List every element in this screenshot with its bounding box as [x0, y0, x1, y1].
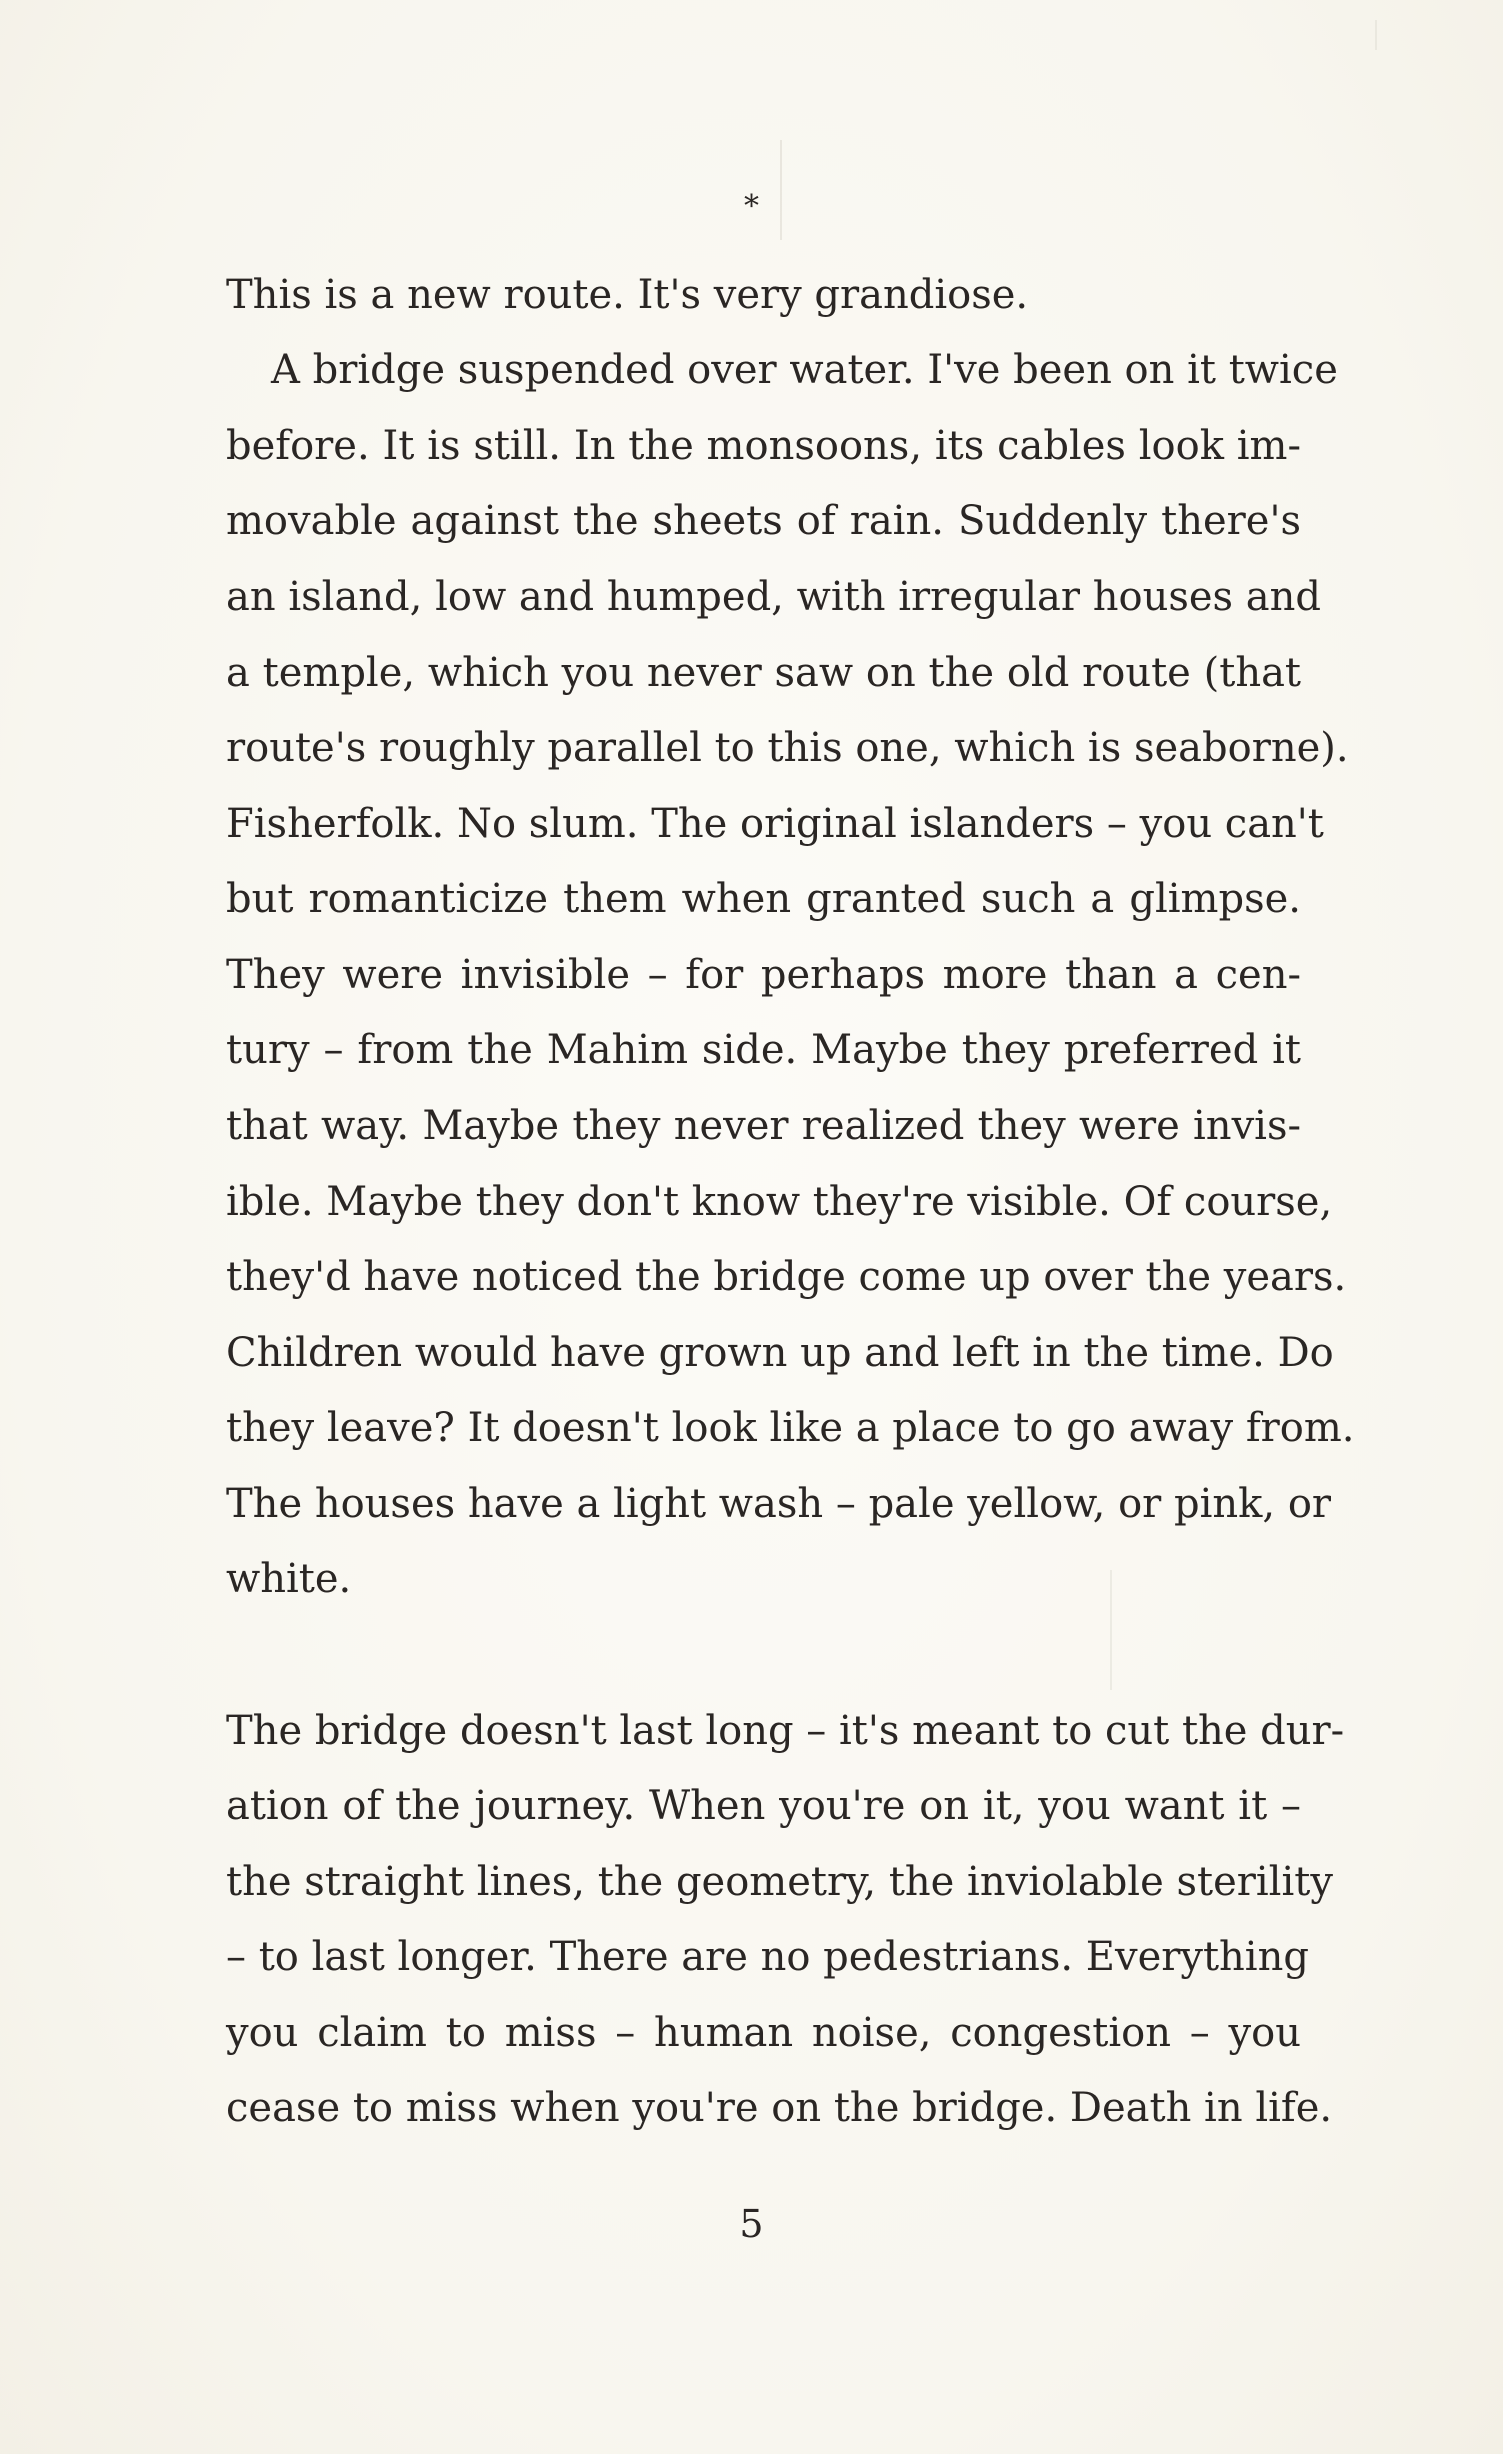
text-line: Fisherfolk. No slum. The original islanders – you can't — [226, 801, 1324, 847]
text-line: The bridge doesn't last long – it's meant to cut the dur- — [226, 1708, 1345, 1754]
text-line: before. It is still. In the monsoons, its cables look im- — [226, 423, 1301, 469]
text-line: Children would have grown up and left in the time. Do — [226, 1330, 1334, 1376]
scan-mark — [1110, 1570, 1112, 1690]
text-line: – to last longer. There are no pedestrians. Everything — [226, 1934, 1309, 1980]
text-line: that way. Maybe they never realized they were invis- — [226, 1103, 1301, 1149]
text-line: This is a new route. It's very grandiose. — [226, 272, 1029, 318]
text-line: a temple, which you never saw on the old route (that — [226, 650, 1301, 696]
section-break-asterisk: * — [744, 189, 759, 224]
text-line: cease to miss when you're on the bridge. Death in life. — [226, 2085, 1333, 2131]
text-line: an island, low and humped, with irregular houses and — [226, 574, 1321, 620]
text-line: the straight lines, the geometry, the inviolable sterility — [226, 1859, 1333, 1905]
text-line: The houses have a light wash – pale yellow, or pink, or — [226, 1481, 1332, 1527]
text-line: ation of the journey. When you're on it, you want it – — [226, 1783, 1301, 1829]
text-line: they leave? It doesn't look like a place to go away from. — [226, 1405, 1355, 1451]
text-line: they'd have noticed the bridge come up over the years. — [226, 1254, 1347, 1300]
text-line: but romanticize them when granted such a glimpse. — [226, 876, 1301, 922]
scan-mark — [1375, 20, 1377, 50]
text-line: movable against the sheets of rain. Suddenly there's — [226, 498, 1301, 544]
scan-mark — [780, 140, 782, 240]
text-line: route's roughly parallel to this one, which is seaborne). — [226, 725, 1349, 771]
text-line: you claim to miss – human noise, congestion – you — [226, 2010, 1301, 2056]
text-line: white. — [226, 1556, 352, 1602]
text-line: tury – from the Mahim side. Maybe they preferred it — [226, 1027, 1301, 1073]
text-line: They were invisible – for perhaps more than a cen- — [226, 952, 1301, 998]
text-line: A bridge suspended over water. I've been on it twice — [271, 347, 1338, 393]
page-number: 5 — [739, 2202, 764, 2246]
text-line: ible. Maybe they don't know they're visible. Of course, — [226, 1179, 1333, 1225]
